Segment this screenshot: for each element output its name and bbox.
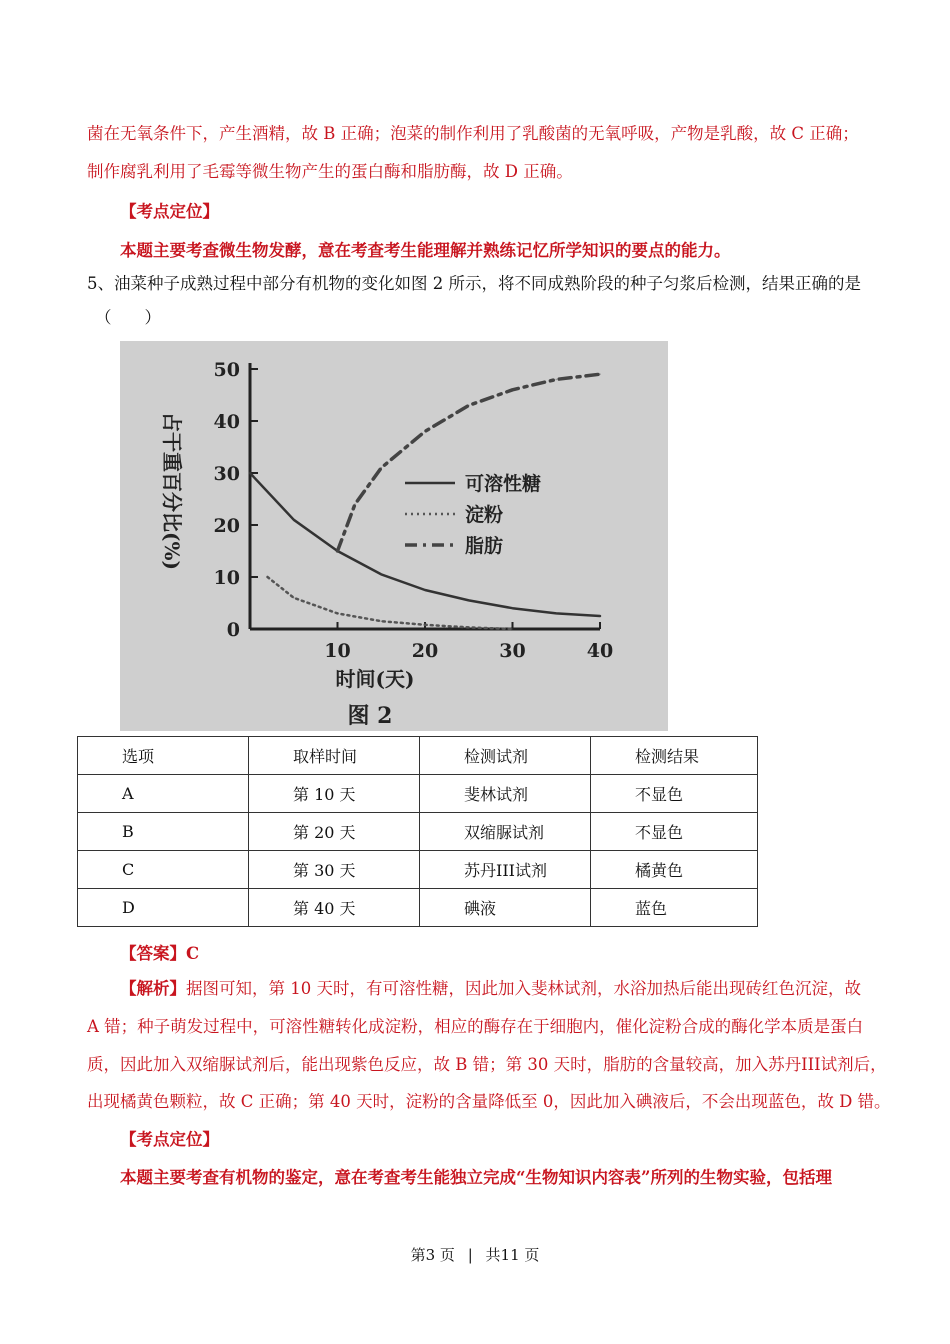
table-cell: 不显色: [591, 813, 758, 851]
data-point: [512, 389, 514, 391]
question-text: 5、油菜种子成熟过程中部分有机物的变化如图 2 所示，将不同成熟阶段的种子匀浆后检测，结果正确的是: [87, 274, 861, 293]
table-cell: A: [78, 775, 249, 813]
table-cell: C: [78, 851, 249, 889]
x-tick-label: 20: [411, 640, 439, 662]
analysis-tag: 【解析】: [120, 979, 186, 998]
table-cell: 双缩脲试剂: [420, 813, 591, 851]
data-point: [468, 627, 470, 629]
analysis-line: 出现橘黄色颗粒，故 C 正确；第 40 天时，淀粉的含量降低至 0，因此加入碘液后，不会出现蓝色，故 D 错。: [87, 1092, 891, 1111]
data-point: [424, 624, 426, 626]
answer-parenthesis: （ ）: [95, 308, 161, 327]
y-tick-label: 50: [213, 359, 240, 381]
legend-label: 淀粉: [465, 504, 504, 526]
data-point: [337, 613, 339, 615]
data-point: [468, 405, 470, 407]
section-heading: 【考点定位】: [120, 1130, 219, 1149]
table-row: [78, 813, 758, 851]
data-point: [354, 503, 356, 505]
y-tick-label: 20: [213, 515, 240, 537]
data-point: [555, 613, 557, 615]
table-cell: 蓝色: [591, 889, 758, 927]
analysis-line: [120, 977, 861, 1001]
paragraph-line: 本题主要考查微生物发酵，意在考查考生能理解并熟练记忆所学知识的要点的能力。: [120, 241, 731, 260]
table-cell: B: [78, 813, 249, 851]
table-header-cell: 取样时间: [249, 737, 420, 775]
line-chart: [120, 341, 668, 731]
data-point: [424, 589, 426, 591]
table-cell: 第 10 天: [249, 775, 420, 813]
series-line-2: [268, 577, 513, 629]
table-row: [78, 775, 758, 813]
answer-tag: 【答案】: [120, 944, 186, 963]
y-axis-label: 占干重百分比(%): [160, 412, 184, 570]
data-point: [293, 597, 295, 599]
data-point: [599, 373, 601, 375]
y-tick-label: 30: [213, 463, 240, 485]
figure-2: [120, 341, 668, 731]
footer-separator: |: [467, 1246, 473, 1264]
data-point: [380, 620, 382, 622]
table-header-cell: 检测结果: [591, 737, 758, 775]
options-table: [77, 736, 758, 927]
x-tick-label: 30: [499, 640, 526, 662]
data-point: [293, 519, 295, 521]
data-point: [599, 615, 601, 617]
data-point: [249, 472, 251, 474]
data-point: [267, 576, 269, 578]
table-cell: 碘液: [420, 889, 591, 927]
table-header-row: [78, 737, 758, 775]
y-tick-label: 10: [213, 567, 240, 589]
table-cell: 第 20 天: [249, 813, 420, 851]
table-cell: 第 40 天: [249, 889, 420, 927]
section-heading: 【考点定位】: [120, 202, 219, 221]
table-cell: 不显色: [591, 775, 758, 813]
data-point: [555, 379, 557, 381]
table-header-cell: 选项: [78, 737, 249, 775]
x-tick-label: 10: [324, 640, 351, 662]
data-point: [337, 550, 339, 552]
page-total: 共11 页: [485, 1246, 540, 1264]
table-cell: 橘黄色: [591, 851, 758, 889]
analysis-line: 质，因此加入双缩脲试剂后，能出现紫色反应，故 B 错；第 30 天时，脂肪的含量较高，加入苏丹III试剂后，: [87, 1055, 887, 1074]
analysis-text: 据图可知，第 10 天时，有可溶性糖，因此加入斐林试剂，水浴加热后能出现砖红色沉淀，故: [186, 979, 861, 998]
y-tick-label: 40: [213, 411, 240, 433]
x-tick-label: 40: [586, 640, 614, 662]
paragraph-line: 本题主要考查有机物的鉴定，意在考查考生能独立完成“生物知识内容表”所列的生物实验，包括理: [120, 1168, 832, 1187]
data-point: [380, 574, 382, 576]
data-point: [380, 467, 382, 469]
legend-label: 可溶性糖: [465, 473, 542, 495]
figure-caption: 图 2: [347, 703, 393, 729]
table-row: [78, 851, 758, 889]
analysis-line: A 错；种子萌发过程中，可溶性糖转化成淀粉，相应的酶存在于细胞内，催化淀粉合成的酶化学本质是蛋白: [87, 1017, 864, 1036]
legend-label: 脂肪: [465, 535, 504, 557]
y-tick-label: 0: [226, 619, 240, 641]
answer-line: [120, 942, 199, 966]
table-header-cell: 检测试剂: [420, 737, 591, 775]
table-cell: 第 30 天: [249, 851, 420, 889]
table-cell: 斐林试剂: [420, 775, 591, 813]
answer-value: C: [186, 944, 200, 963]
data-point: [512, 607, 514, 609]
page-footer: [0, 1244, 950, 1265]
page-number: 第3 页: [410, 1246, 455, 1264]
paragraph-line: 菌在无氧条件下，产生酒精，故 B 正确；泡菜的制作利用了乳酸菌的无氧呼吸，产物是乳酸，故 C 正确；: [87, 124, 859, 143]
paragraph-line: 制作腐乳利用了毛霉等微生物产生的蛋白酶和脂肪酶，故 D 正确。: [87, 162, 573, 181]
data-point: [512, 628, 514, 630]
table-row: [78, 889, 758, 927]
table-cell: D: [78, 889, 249, 927]
data-point: [468, 600, 470, 602]
data-point: [424, 431, 426, 433]
table-cell: 苏丹III试剂: [420, 851, 591, 889]
x-axis-label: 时间(天): [335, 667, 415, 691]
